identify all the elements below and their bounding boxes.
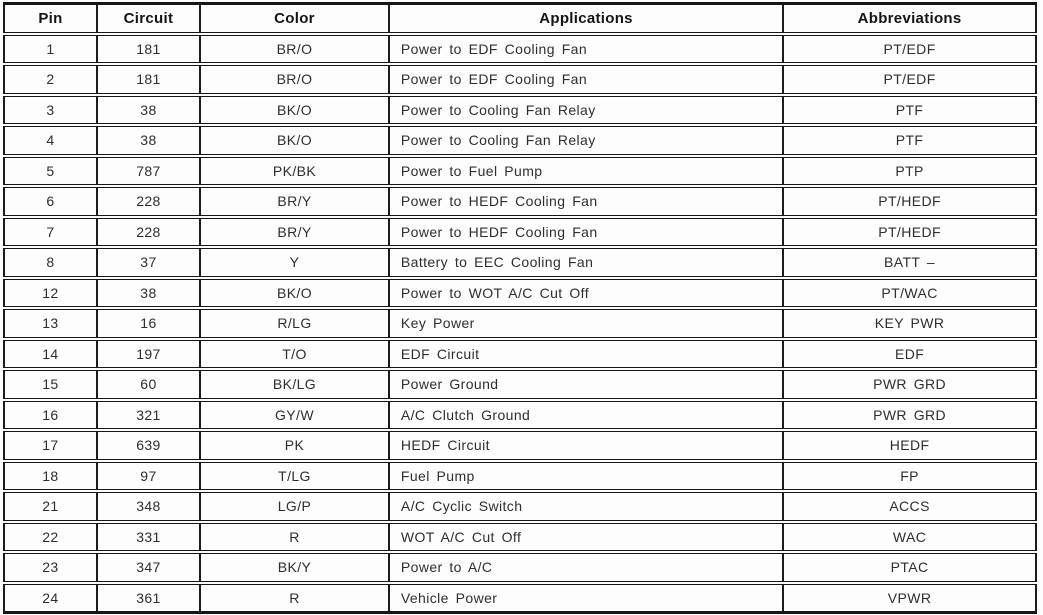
cell-applications: WOT A/C Cut Off [389, 522, 783, 553]
cell-pin: 15 [4, 369, 97, 400]
cell-pin: 8 [4, 247, 97, 278]
cell-applications: Power Ground [389, 369, 783, 400]
cell-applications: A/C Cyclic Switch [389, 491, 783, 522]
cell-pin: 4 [4, 125, 97, 156]
cell-applications: Power to WOT A/C Cut Off [389, 278, 783, 309]
cell-applications: Power to Cooling Fan Relay [389, 95, 783, 126]
table-row [4, 552, 1036, 583]
cell-circuit: 181 [97, 34, 200, 65]
cell-abbreviations: PT/EDF [783, 34, 1036, 65]
cell-abbreviations: PT/EDF [783, 64, 1036, 95]
table-row [4, 522, 1036, 553]
cell-applications: Key Power [389, 308, 783, 339]
cell-abbreviations: KEY PWR [783, 308, 1036, 339]
table-row [4, 95, 1036, 126]
cell-pin: 12 [4, 278, 97, 309]
table-row [4, 64, 1036, 95]
table-row [4, 247, 1036, 278]
cell-applications: Fuel Pump [389, 461, 783, 492]
cell-abbreviations: PWR GRD [783, 400, 1036, 431]
cell-color: BK/O [200, 95, 389, 126]
cell-pin: 5 [4, 156, 97, 187]
cell-applications: Vehicle Power [389, 583, 783, 613]
cell-applications: EDF Circuit [389, 339, 783, 370]
table-row [4, 461, 1036, 492]
table-row [4, 400, 1036, 431]
cell-applications: Power to HEDF Cooling Fan [389, 186, 783, 217]
table-row [4, 491, 1036, 522]
cell-color: LG/P [200, 491, 389, 522]
cell-pin: 16 [4, 400, 97, 431]
table-row [4, 34, 1036, 65]
cell-circuit: 16 [97, 308, 200, 339]
cell-circuit: 639 [97, 430, 200, 461]
cell-circuit: 228 [97, 217, 200, 248]
cell-applications: A/C Clutch Ground [389, 400, 783, 431]
cell-color: PK/BK [200, 156, 389, 187]
cell-pin: 14 [4, 339, 97, 370]
cell-abbreviations: PT/HEDF [783, 186, 1036, 217]
cell-pin: 6 [4, 186, 97, 217]
table-row [4, 125, 1036, 156]
pin-circuit-table [3, 2, 1037, 614]
cell-applications: Power to EDF Cooling Fan [389, 34, 783, 65]
cell-color: BK/LG [200, 369, 389, 400]
cell-applications: Power to HEDF Cooling Fan [389, 217, 783, 248]
cell-pin: 21 [4, 491, 97, 522]
cell-abbreviations: EDF [783, 339, 1036, 370]
cell-pin: 7 [4, 217, 97, 248]
cell-color: BK/Y [200, 552, 389, 583]
cell-abbreviations: ACCS [783, 491, 1036, 522]
cell-color: BR/Y [200, 217, 389, 248]
table-row [4, 369, 1036, 400]
cell-abbreviations: FP [783, 461, 1036, 492]
table-row [4, 339, 1036, 370]
table-row [4, 430, 1036, 461]
cell-abbreviations: PTAC [783, 552, 1036, 583]
cell-pin: 23 [4, 552, 97, 583]
cell-pin: 22 [4, 522, 97, 553]
cell-abbreviations: PTF [783, 125, 1036, 156]
cell-applications: Battery to EEC Cooling Fan [389, 247, 783, 278]
cell-abbreviations: BATT – [783, 247, 1036, 278]
table-row [4, 583, 1036, 613]
table-row [4, 156, 1036, 187]
cell-color: BK/O [200, 278, 389, 309]
cell-applications: HEDF Circuit [389, 430, 783, 461]
cell-circuit: 38 [97, 125, 200, 156]
cell-pin: 13 [4, 308, 97, 339]
table-row [4, 217, 1036, 248]
cell-abbreviations: PWR GRD [783, 369, 1036, 400]
header-row [4, 4, 1036, 34]
cell-abbreviations: PT/WAC [783, 278, 1036, 309]
cell-color: BR/O [200, 34, 389, 65]
cell-applications: Power to EDF Cooling Fan [389, 64, 783, 95]
cell-circuit: 97 [97, 461, 200, 492]
table-row [4, 186, 1036, 217]
cell-color: BR/Y [200, 186, 389, 217]
cell-circuit: 361 [97, 583, 200, 613]
cell-abbreviations: PT/HEDF [783, 217, 1036, 248]
cell-circuit: 228 [97, 186, 200, 217]
cell-applications: Power to Cooling Fan Relay [389, 125, 783, 156]
cell-circuit: 38 [97, 95, 200, 126]
cell-pin: 2 [4, 64, 97, 95]
cell-abbreviations: PTF [783, 95, 1036, 126]
column-header-color: Color [200, 4, 389, 34]
cell-pin: 17 [4, 430, 97, 461]
column-header-abbreviations: Abbreviations [783, 4, 1036, 34]
column-header-applications: Applications [389, 4, 783, 34]
cell-circuit: 38 [97, 278, 200, 309]
cell-circuit: 348 [97, 491, 200, 522]
cell-abbreviations: PTP [783, 156, 1036, 187]
cell-color: GY/W [200, 400, 389, 431]
cell-applications: Power to A/C [389, 552, 783, 583]
cell-color: Y [200, 247, 389, 278]
cell-color: BK/O [200, 125, 389, 156]
column-header-pin: Pin [4, 4, 97, 34]
cell-color: PK [200, 430, 389, 461]
cell-circuit: 347 [97, 552, 200, 583]
table-row [4, 278, 1036, 309]
cell-pin: 3 [4, 95, 97, 126]
cell-pin: 18 [4, 461, 97, 492]
cell-circuit: 321 [97, 400, 200, 431]
cell-color: BR/O [200, 64, 389, 95]
cell-color: R [200, 522, 389, 553]
cell-color: R/LG [200, 308, 389, 339]
cell-color: R [200, 583, 389, 613]
cell-circuit: 37 [97, 247, 200, 278]
cell-circuit: 197 [97, 339, 200, 370]
cell-abbreviations: VPWR [783, 583, 1036, 613]
column-header-circuit: Circuit [97, 4, 200, 34]
cell-color: T/O [200, 339, 389, 370]
cell-circuit: 181 [97, 64, 200, 95]
cell-pin: 24 [4, 583, 97, 613]
cell-circuit: 787 [97, 156, 200, 187]
cell-abbreviations: WAC [783, 522, 1036, 553]
cell-abbreviations: HEDF [783, 430, 1036, 461]
cell-applications: Power to Fuel Pump [389, 156, 783, 187]
table-row [4, 308, 1036, 339]
cell-pin: 1 [4, 34, 97, 65]
cell-circuit: 331 [97, 522, 200, 553]
cell-color: T/LG [200, 461, 389, 492]
cell-circuit: 60 [97, 369, 200, 400]
